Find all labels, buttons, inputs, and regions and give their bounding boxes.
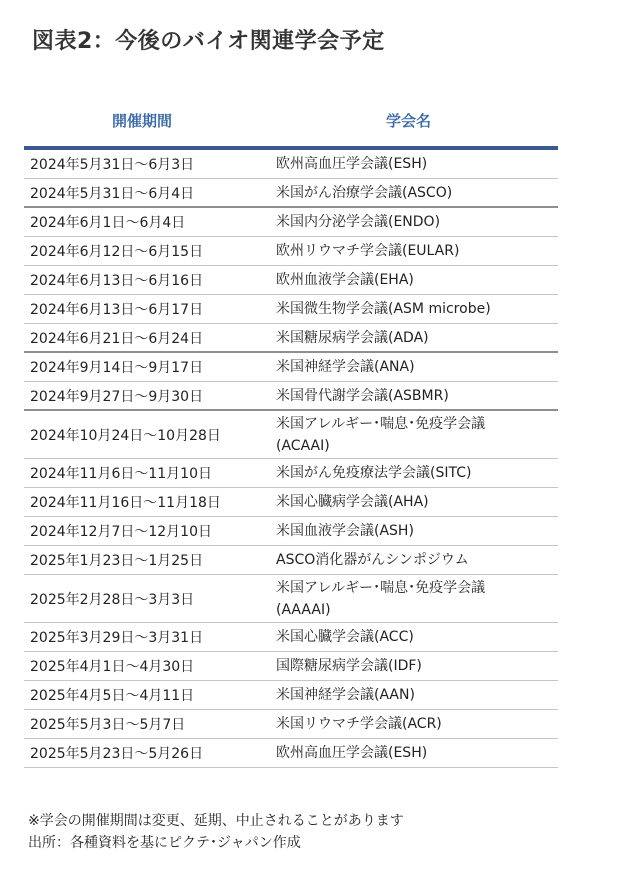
row-conference-name [270, 327, 558, 349]
conference-name-line: (ACAAI) [276, 437, 330, 454]
conference-name-line: 米国糖尿病学会議(ADA) [276, 329, 429, 346]
row-date: 2025年2月28日～3月3日 [30, 591, 195, 608]
table-row [24, 710, 558, 739]
conference-name-line: 国際糖尿病学会議(IDF) [276, 658, 422, 674]
conference-name-line: 米国アレルギー･喘息･免疫学会議 [276, 579, 486, 596]
conference-name-line: 米国神経学会議(ANA) [276, 359, 415, 375]
row-conference-name [270, 742, 558, 764]
row-date: 2025年1月23日～1月25日 [30, 553, 204, 569]
table-row [24, 459, 558, 488]
footer-source: 出所：各種資料を基にピクテ･ジャパン作成 [28, 835, 301, 851]
table-row [24, 208, 558, 237]
table-row [24, 179, 558, 208]
row-date: 2025年3月29日～3月31日 [30, 630, 204, 646]
row-date: 2024年12月7日～12月10日 [30, 524, 212, 540]
row-date: 2025年4月1日～4月30日 [30, 659, 195, 675]
table-row [24, 546, 558, 575]
row-date: 2024年6月13日～6月17日 [30, 302, 204, 318]
table-row [24, 488, 558, 517]
row-conference-name [270, 462, 558, 484]
conference-name-line: 米国がん免疫療法学会議(SITC) [276, 465, 472, 481]
row-conference-name [270, 298, 558, 320]
row-date: 2024年11月16日～11月18日 [30, 495, 221, 511]
row-conference-name [270, 713, 558, 735]
conference-name-line: 米国微生物学会議(ASM microbe) [276, 301, 491, 317]
conference-name-line: 米国リウマチ学会議(ACR) [276, 716, 442, 732]
conference-name-line: 米国心臓学会議(ACC) [276, 629, 414, 645]
row-conference-name [270, 240, 558, 262]
row-date: 2024年10月24日～10月28日 [30, 427, 221, 444]
header-name: 学会名 [386, 112, 432, 130]
row-conference-name [270, 413, 558, 457]
row-date: 2025年4月5日～4月11日 [30, 688, 195, 704]
table-row [24, 353, 558, 382]
conference-name-line: 米国骨代謝学会議(ASBMR) [276, 387, 449, 404]
row-conference-name [270, 269, 558, 291]
row-date: 2024年6月13日～6月16日 [30, 273, 204, 289]
row-conference-name [270, 684, 558, 706]
table-row [24, 623, 558, 652]
row-date: 2024年11月6日～11月10日 [30, 466, 212, 482]
table-row [24, 266, 558, 295]
footer-note: ※学会の開催期間は変更、延期、中止されることがあります [28, 813, 404, 829]
row-date: 2025年5月23日～5月26日 [30, 746, 204, 762]
row-conference-name [270, 153, 558, 175]
row-date: 2024年6月21日～6月24日 [30, 330, 204, 347]
table-row [24, 517, 558, 546]
conference-name-line: 米国血液学会議(ASH) [276, 523, 414, 539]
table-row [24, 150, 558, 179]
conference-name-line: 米国心臓病学会議(AHA) [276, 494, 429, 510]
table-row [24, 324, 558, 353]
table-header [24, 110, 558, 138]
row-conference-name [270, 356, 558, 378]
conference-name-line: 欧州血液学会議(EHA) [276, 272, 414, 288]
row-date: 2024年5月31日～6月4日 [30, 185, 195, 202]
table-row [24, 652, 558, 681]
table-row [24, 575, 558, 623]
row-conference-name [270, 385, 558, 407]
row-conference-name [270, 626, 558, 648]
conference-name-line: ASCO消化器がんシンポジウム [276, 552, 469, 568]
conference-name-line: 米国内分泌学会議(ENDO) [276, 214, 441, 230]
table-row [24, 382, 558, 411]
row-conference-name [270, 520, 558, 542]
row-conference-name [270, 182, 558, 204]
row-date: 2024年6月12日～6月15日 [30, 244, 204, 260]
row-date: 2024年9月27日～9月30日 [30, 388, 204, 405]
row-conference-name [270, 549, 558, 571]
conference-name-line: 欧州リウマチ学会議(EULAR) [276, 243, 460, 259]
row-date: 2024年6月1日～6月4日 [30, 215, 186, 231]
row-conference-name [270, 491, 558, 513]
row-date: 2024年9月14日～9月17日 [30, 360, 204, 376]
figure-title: 図表2：今後のバイオ関連学会予定 [32, 29, 385, 54]
row-conference-name [270, 577, 558, 621]
row-conference-name [270, 655, 558, 677]
table-row [24, 295, 558, 324]
table-row [24, 739, 558, 768]
conference-name-line: 欧州高血圧学会議(ESH) [276, 156, 428, 172]
row-date: 2024年5月31日～6月3日 [30, 157, 195, 173]
header-date: 開催期間 [112, 112, 173, 130]
table-row [24, 411, 558, 459]
conference-name-line: 米国アレルギー･喘息･免疫学会議 [276, 415, 486, 432]
schedule-table [24, 150, 558, 768]
row-conference-name [270, 211, 558, 233]
table-row [24, 681, 558, 710]
conference-name-line: (AAAAI) [276, 601, 331, 618]
table-row [24, 237, 558, 266]
row-date: 2025年5月3日～5月7日 [30, 717, 186, 733]
conference-name-line: 欧州高血圧学会議(ESH) [276, 745, 428, 761]
conference-name-line: 米国神経学会議(AAN) [276, 687, 415, 703]
conference-name-line: 米国がん治療学会議(ASCO) [276, 184, 453, 201]
footer [28, 810, 404, 854]
